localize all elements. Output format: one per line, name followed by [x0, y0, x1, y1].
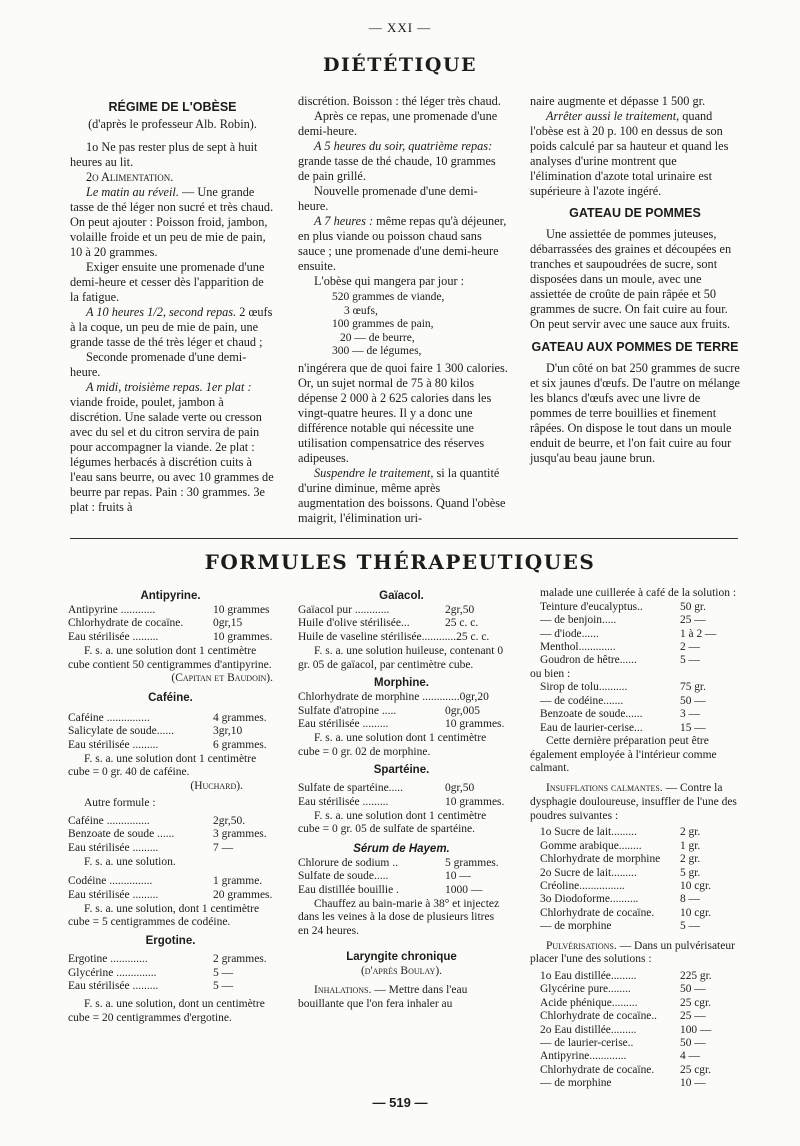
recipe-quantity: 5 — [680, 654, 700, 667]
recipe-ingredient: Glycérine .............. [68, 966, 157, 979]
cafeine-ref: (Huchard). [190, 780, 243, 793]
recipe-quantity: 0gr,15 [213, 617, 243, 630]
recipe-row [298, 782, 505, 796]
inhalations-body: — Mettre dans l'eau bouillante que l'on fera inhaler au [298, 984, 468, 1010]
cont-p8-lead: Suspendre le traitement, [314, 465, 434, 480]
recipe-row [540, 1010, 740, 1023]
recipe-ingredient: Sulfate d'atropine ..... [298, 704, 397, 717]
recipe-row [68, 967, 273, 981]
ou-bien: ou bien : [530, 667, 571, 680]
regime-p7 [70, 380, 275, 515]
recipe-ingredient: Ergotine ............. [68, 952, 148, 965]
recipe-quantity: 0gr,005 [445, 704, 480, 717]
recipe-quantity: 75 gr. [680, 681, 706, 694]
regime-subtitle: (d'après le professeur Alb. Robin). [88, 117, 257, 131]
recipe-row [298, 631, 505, 645]
antipyrine-table [68, 604, 273, 645]
cont-p5 [298, 214, 508, 274]
recipe-quantity: 25 c. c. [456, 631, 490, 644]
recipe-ingredient: Chlorhydrate de morphine ............. [298, 690, 460, 703]
recipe-row [540, 1077, 740, 1090]
recipe-quantity: 100 — [680, 1023, 712, 1036]
recipe-quantity: 1 à 2 — [680, 627, 717, 640]
recipe-row [540, 826, 740, 839]
recipe-quantity: 4 grammes. [213, 711, 267, 724]
recipe-quantity: 25 c. c. [445, 617, 479, 630]
cafeine-title: Caféine. [148, 691, 193, 704]
regime-p2: 2o Alimentation. [86, 170, 174, 184]
recipe-row [68, 631, 273, 645]
recipe-row [68, 815, 273, 829]
insufflations-text [530, 782, 740, 823]
cont-p4: Nouvelle promenade d'une demi-heure. [298, 184, 478, 213]
recipe-row [540, 867, 740, 880]
recipe-ingredient: Chlorhydrate de cocaïne. [540, 1063, 655, 1076]
recipe-row [540, 1050, 740, 1063]
recipe-ingredient: 2o Sucre de lait......... [540, 866, 637, 879]
column-gateaux [530, 94, 740, 466]
hayem-table [298, 857, 505, 898]
recipe-ingredient: — de codéine....... [540, 694, 624, 707]
recipe-ingredient: Antipyrine ............ [68, 603, 156, 616]
ration-item: 520 grammes de viande, [332, 291, 445, 303]
recipe-row [298, 870, 505, 884]
laryngite-ref: (d'après Boulay). [360, 964, 443, 977]
ergotine-title: Ergotine. [145, 935, 196, 948]
cont-p7: n'ingérera que de quoi faire 1 300 calories. Or, un sujet normal de 75 à 80 kilos dépense 2 000 à 2 625 calories dans les vingt-quatre heures. Il y a donc une différence notable qui nécessite une utilisation compensatrice des réserves adipeuses. [298, 360, 508, 465]
page-number: — 519 — [372, 1095, 428, 1110]
recipe-quantity: 2 gr. [680, 826, 701, 839]
sparteine-table [298, 782, 505, 809]
section-divider [70, 538, 738, 539]
solutions-table [530, 970, 740, 1091]
recipe-row [540, 920, 740, 933]
recipe-ingredient: Eau stérilisée ......... [298, 795, 389, 808]
recipe-row [68, 828, 273, 842]
gateau-pommes-title: GATEAU DE POMMES [569, 206, 701, 220]
regime-p3-lead: Le matin au réveil. [86, 185, 179, 199]
regime-p5-body: 2 œufs à la coque, un peu de mie de pain, une grande tasse de thé très léger et chaud ; [70, 305, 273, 349]
column-regime [70, 98, 275, 515]
regime-p3-body: — Une grande tasse de thé léger non sucré et très chaud. On peut ajouter : Poisson froid, jambon, volaille froide et un peu de mie de pain, 10 à 20 grammes. [70, 185, 274, 259]
recipe-row [540, 681, 740, 694]
recipe-ingredient: Chlorhydrate de cocaïne. [540, 906, 655, 919]
morphine-table [298, 691, 505, 732]
recipe-quantity: 50 gr. [680, 600, 706, 613]
recipe-ingredient: — de morphine [540, 1077, 612, 1090]
cont-p1: discrétion. Boisson : thé léger très chaud. [298, 94, 501, 108]
recipe-ingredient: Eau stérilisée ......... [68, 889, 159, 902]
recipe-row [68, 953, 273, 967]
recipe-row [68, 875, 273, 889]
recipe-quantity: 4 — [680, 1050, 700, 1063]
recipe-row [298, 884, 505, 898]
recipe-ingredient: 3o Diodoforme.......... [540, 893, 639, 906]
recipe-quantity: 5 gr. [680, 866, 701, 879]
inhalations-text [298, 984, 505, 1011]
recipe-ingredient: Chlorhydrate de morphine [540, 853, 661, 866]
recipe-row [68, 617, 273, 631]
recipe-row [540, 983, 740, 996]
pulverisations-body: — Dans un pulvérisateur placer l'une des solutions : [530, 939, 735, 966]
recipe-ingredient: — de benjoin..... [540, 614, 617, 627]
eucalyptus-table [530, 601, 740, 668]
recipe-row [298, 718, 505, 732]
recipe-row [540, 722, 740, 735]
calmant-text: Cette dernière préparation peut être également employée à l'intérieur comme calmant. [530, 735, 717, 775]
cont-p8-body: si la quantité d'urine diminue, même après augmentation des boissons. Quand l'obèse maigrit, l'élimination uri- [298, 465, 506, 525]
recipe-ingredient: Codéine ............... [68, 875, 153, 888]
antipyrine-ref: (Capitan et Baudoin). [171, 672, 273, 685]
cafeine-text: F. s. a. une solution dont 1 centimètre cube = 0 gr. 40 de caféine. [68, 752, 257, 779]
autre-formule: Autre formule : [84, 796, 156, 809]
recipe-row [298, 705, 505, 719]
regime-p4: Exiger ensuite une promenade d'une demi-heure et cesser dès l'apparition de la fatigue. [70, 260, 265, 304]
recipe-quantity: 3 — [680, 708, 700, 721]
column-regime-cont [298, 94, 508, 526]
ration-item: 300 — de légumes, [332, 345, 422, 357]
recipe-quantity: 0gr,20 [459, 690, 489, 703]
inhalations-lead: Inhalations. [314, 984, 372, 997]
recipe-quantity: 10 grammes. [445, 795, 505, 808]
recipe-quantity: 0gr,50 [445, 782, 475, 795]
recipe-ingredient: Eau distillée bouillie . [298, 884, 399, 897]
autre-text: F. s. a. une solution. [84, 855, 176, 868]
recipe-ingredient: Gaïacol pur ............ [298, 603, 390, 616]
recipe-quantity: 10 grammes [213, 603, 270, 616]
recipe-row [540, 840, 740, 853]
recipe-quantity: 1 gr. [680, 839, 701, 852]
recipe-row [540, 641, 740, 654]
recipe-quantity: 2 gr. [680, 853, 701, 866]
recipe-ingredient: Teinture d'eucalyptus.. [540, 600, 643, 613]
gaiacol-text: F. s. a. une solution huileuse, contenant 0 gr. 05 de gaïacol, par centimètre cube. [298, 644, 504, 671]
recipe-quantity: 50 — [680, 694, 706, 707]
gateau-terre-title: GATEAU AUX POMMES DE TERRE [531, 340, 739, 354]
regime-p5-lead: A 10 heures 1/2, second repas. [86, 305, 237, 319]
recipe-row [298, 796, 505, 810]
recipe-ingredient: Sulfate de spartéine..... [298, 782, 404, 795]
recipe-quantity: 2 grammes. [213, 952, 267, 965]
recipe-row [298, 617, 505, 631]
gat-p2-lead: Arrêter aussi le traitement, [546, 109, 680, 123]
recipe-row [540, 628, 740, 641]
cont-p2: Après ce repas, une promenade d'une demi-heure. [298, 109, 498, 138]
sparteine-text: F. s. a. une solution dont 1 centimètre cube = 0 gr. 05 de sulfate de spartéine. [298, 809, 487, 836]
recipe-row [298, 857, 505, 871]
pulverisations-text [530, 940, 740, 967]
recipe-ingredient: Goudron de hêtre...... [540, 654, 637, 667]
antipyrine-text: F. s. a. une solution dont 1 centimètre cube contient 50 centigrammes d'antipyrine. [68, 644, 272, 671]
cont-p6: L'obèse qui mangera par jour : [314, 274, 465, 288]
recipe-quantity: 25 — [680, 1010, 706, 1023]
cont-p5-lead: A 7 heures : [314, 214, 374, 228]
recipe-quantity: 1000 — [445, 884, 483, 897]
recipe-ingredient: — d'iode...... [540, 627, 599, 640]
gat-p1: naire augmente et dépasse 1 500 gr. [530, 94, 706, 108]
codeine-text: F. s. a. une solution, dont 1 centimètre cube = 5 centigrammes de codéine. [68, 902, 260, 929]
pulverisations-lead: Pulvérisations. [546, 939, 617, 952]
sparteine-title: Spartéine. [373, 764, 430, 777]
cont-p8 [298, 466, 508, 526]
recipe-ingredient: Huile d'olive stérilisée... [298, 617, 410, 630]
recipe-quantity: 25 — [680, 614, 706, 627]
recipe-ingredient: — de morphine [540, 920, 612, 933]
recipe-quantity: 2 — [680, 640, 700, 653]
recipe-row [540, 695, 740, 708]
formules-col-c [530, 587, 740, 1091]
gateau-pommes-text: Une assiettée de pommes juteuses, débarrassées des graines et découpées en tranches et saupoudrées de sucre, sont disposées dans un moule, avec une assiettée de croûte de pain râpée et 50 grammes de sucre. On fait cuire au four. On peut servir avec une sauce aux fruits. [530, 227, 732, 331]
recipe-quantity: 10 grammes. [213, 631, 273, 644]
cont-p3 [298, 139, 508, 184]
recipe-ingredient: Eau stérilisée ......... [68, 841, 159, 854]
recipe-row [540, 880, 740, 893]
recipe-row [540, 601, 740, 614]
gat-p2-body: quand l'obèse est à 20 p. 100 en dessus de son poids calculé par sa hauteur et quand les analyses d'urine montrent que l'élimination d'azote total urinaire est supérieure à l'azote ingéré. [530, 109, 729, 198]
recipe-ingredient: Glycérine pure........ [540, 983, 631, 996]
recipe-row [540, 970, 740, 983]
recipe-quantity: 2gr,50. [213, 814, 246, 827]
recipe-row [298, 604, 505, 618]
gaiacol-table [298, 604, 505, 645]
cafeine-table [68, 712, 273, 753]
recipe-ingredient: — de laurier-cerise.. [540, 1036, 634, 1049]
recipe-quantity: 3 grammes. [213, 828, 267, 841]
poudres-table [530, 826, 740, 933]
recipe-ingredient: Sulfate de soude..... [298, 870, 389, 883]
recipe-ingredient: Caféine ............... [68, 711, 150, 724]
recipe-quantity: 10 grammes. [445, 718, 505, 731]
recipe-row [68, 712, 273, 726]
recipe-ingredient: 1o Eau distillée......... [540, 969, 637, 982]
formules-col-a [68, 590, 273, 1025]
ration-list [298, 291, 508, 359]
regime-p3 [70, 185, 275, 260]
regime-p6: Seconde promenade d'une demi-heure. [70, 350, 247, 379]
regime-title: RÉGIME DE L'OBÈSE [108, 100, 237, 114]
recipe-row [68, 842, 273, 856]
recipe-ingredient: Huile de vaseline stérilisée............ [298, 631, 457, 644]
regime-p7-body: viande froide, poulet, jambon à discrétion. Une salade verte ou cresson avec du sel et du citron servira de pain pour accompagner la viande. 2e plat : légumes herbacés à discrétion cuits à l'eau sans beurre, ou avec 10 grammes de beurre par repas. Pain : 30 grammes. 3e plat : fruits à [70, 395, 274, 514]
recipe-quantity: 20 grammes. [213, 889, 273, 902]
recipe-row [68, 739, 273, 753]
recipe-ingredient: Acide phénique......... [540, 996, 638, 1009]
regime-p7-lead: A midi, troisième repas. 1er plat : [86, 380, 252, 394]
recipe-quantity: 8 — [680, 893, 700, 906]
recipe-quantity: 5 — [680, 920, 700, 933]
recipe-ingredient: Eau stérilisée ......... [298, 718, 389, 731]
ration-item: 3 œufs, [344, 304, 378, 317]
ration-item: 100 grammes de pain, [332, 318, 434, 330]
recipe-quantity: 5 — [213, 980, 234, 993]
recipe-row [68, 725, 273, 739]
recipe-quantity: 10 cgr. [680, 906, 712, 919]
section-title: DIÉTÉTIQUE [322, 54, 478, 76]
antipyrine-title: Antipyrine. [140, 590, 201, 602]
recipe-quantity: 50 — [680, 983, 706, 996]
recipe-quantity: 1 gramme. [213, 875, 263, 888]
recipe-ingredient: Eau stérilisée ......... [68, 980, 159, 993]
recipe-quantity: 5 — [213, 966, 234, 979]
recipe-quantity: 25 cgr. [680, 996, 712, 1009]
recipe-row [540, 654, 740, 667]
gateau-terre-text: D'un côté on bat 250 grammes de sucre et six jaunes d'œufs. De l'autre on mélange les blancs d'œufs avec une livre de pommes de terre bouillies et finement râpées. On dispose le tout dans un moule enduit de beurre, et l'on fait cuire au four jusqu'au beau jaune brun. [530, 361, 741, 465]
recipe-ingredient: Eau stérilisée ......... [68, 631, 159, 644]
recipe-row [540, 1064, 740, 1077]
page-mark: — XXI — [368, 20, 432, 35]
recipe-ingredient: 2o Eau distillée......... [540, 1023, 637, 1036]
recipe-row [298, 691, 505, 705]
recipe-quantity: 10 — [445, 870, 471, 883]
recipe-quantity: 5 grammes. [445, 856, 499, 869]
ergotine-text: F. s. a. une solution, dont un centimètre cube = 20 centigrammes d'ergotine. [68, 997, 265, 1024]
regime-p5 [70, 305, 275, 350]
recipe-ingredient: Créoline................ [540, 879, 625, 892]
laryngite-cont: malade une cuillerée à café de la solution : [540, 587, 737, 599]
formules-title: FORMULES THÉRAPEUTIQUES [204, 550, 596, 574]
recipe-ingredient: Caféine ............... [68, 814, 150, 827]
recipe-row [540, 907, 740, 920]
recipe-row [68, 604, 273, 618]
recipe-ingredient: Benzoate de soude...... [540, 708, 643, 721]
recipe-quantity: 3gr,10 [213, 725, 243, 738]
recipe-ingredient: Benzoate de soude ...... [68, 828, 175, 841]
cont-p3-body: grande tasse de thé chaude, 10 grammes de pain grillé. [298, 154, 496, 183]
gat-p2 [530, 109, 740, 199]
recipe-ingredient: Antipyrine............. [540, 1050, 627, 1063]
recipe-quantity: 7 — [213, 841, 234, 854]
morphine-title: Morphine. [374, 677, 429, 690]
recipe-quantity: 10 cgr. [680, 879, 712, 892]
recipe-row [540, 1037, 740, 1050]
ration-item: 20 — de beurre, [340, 331, 415, 344]
recipe-ingredient: Eau stérilisée ......... [68, 739, 159, 752]
recipe-row [68, 980, 273, 994]
recipe-ingredient: Chlorhydrate de cocaïne.. [540, 1010, 658, 1023]
recipe-quantity: 25 cgr. [680, 1063, 712, 1076]
recipe-quantity: 50 — [680, 1036, 706, 1049]
recipe-row [540, 997, 740, 1010]
codeine-table [68, 875, 273, 902]
recipe-ingredient: Salicylate de soude...... [68, 725, 175, 738]
recipe-row [540, 853, 740, 866]
recipe-quantity: 10 — [680, 1077, 706, 1090]
recipe-row [540, 893, 740, 906]
recipe-row [540, 708, 740, 721]
formules-col-b [298, 590, 505, 1012]
cont-p3-lead: A 5 heures du soir, quatrième repas: [314, 139, 493, 153]
recipe-quantity: 2gr,50 [445, 603, 475, 616]
recipe-ingredient: Chlorure de sodium .. [298, 856, 398, 869]
recipe-ingredient: Sirop de tolu.......... [540, 681, 628, 694]
recipe-ingredient: Chlorhydrate de cocaïne. [68, 617, 184, 630]
autre-table [68, 815, 273, 856]
laryngite-title: Laryngite chronique [346, 950, 457, 963]
recipe-row [540, 1024, 740, 1037]
hayem-text: Chauffez au bain-marie à 38° et injectez dans les veines à la dose de plusieurs litres en 24 heures. [298, 897, 500, 938]
recipe-ingredient: 1o Sucre de lait......... [540, 826, 637, 839]
recipe-row [540, 614, 740, 627]
regime-p1: 1o Ne pas rester plus de sept à huit heures au lit. [70, 140, 258, 169]
hayem-title: Sérum de Hayem. [353, 842, 450, 855]
recipe-ingredient: Eau de laurier-cerise... [540, 721, 643, 734]
insufflations-lead: Insufflations calmantes. [546, 782, 663, 795]
recipe-quantity: 15 — [680, 721, 706, 734]
insufflations-body: — Contre la dysphagie douloureuse, insuffler de l'une des poudres suivantes : [530, 782, 737, 822]
morphine-text: F. s. a. une solution dont 1 centimètre cube = 0 gr. 02 de morphine. [298, 732, 487, 758]
recipe-ingredient: Menthol............. [540, 640, 616, 653]
recipe-ingredient: Gomme arabique........ [540, 839, 642, 852]
ergotine-table [68, 953, 273, 994]
recipe-row [68, 889, 273, 903]
recipe-quantity: 225 gr. [680, 969, 712, 982]
tolu-table [530, 681, 740, 735]
gaiacol-title: Gaïacol. [379, 590, 424, 602]
cont-p5-body: même repas qu'à déjeuner, en plus viande ou poisson chaud sans sauce ; une promenade d'une demi-heure ensuite. [298, 214, 507, 273]
recipe-quantity: 6 grammes. [213, 739, 267, 752]
